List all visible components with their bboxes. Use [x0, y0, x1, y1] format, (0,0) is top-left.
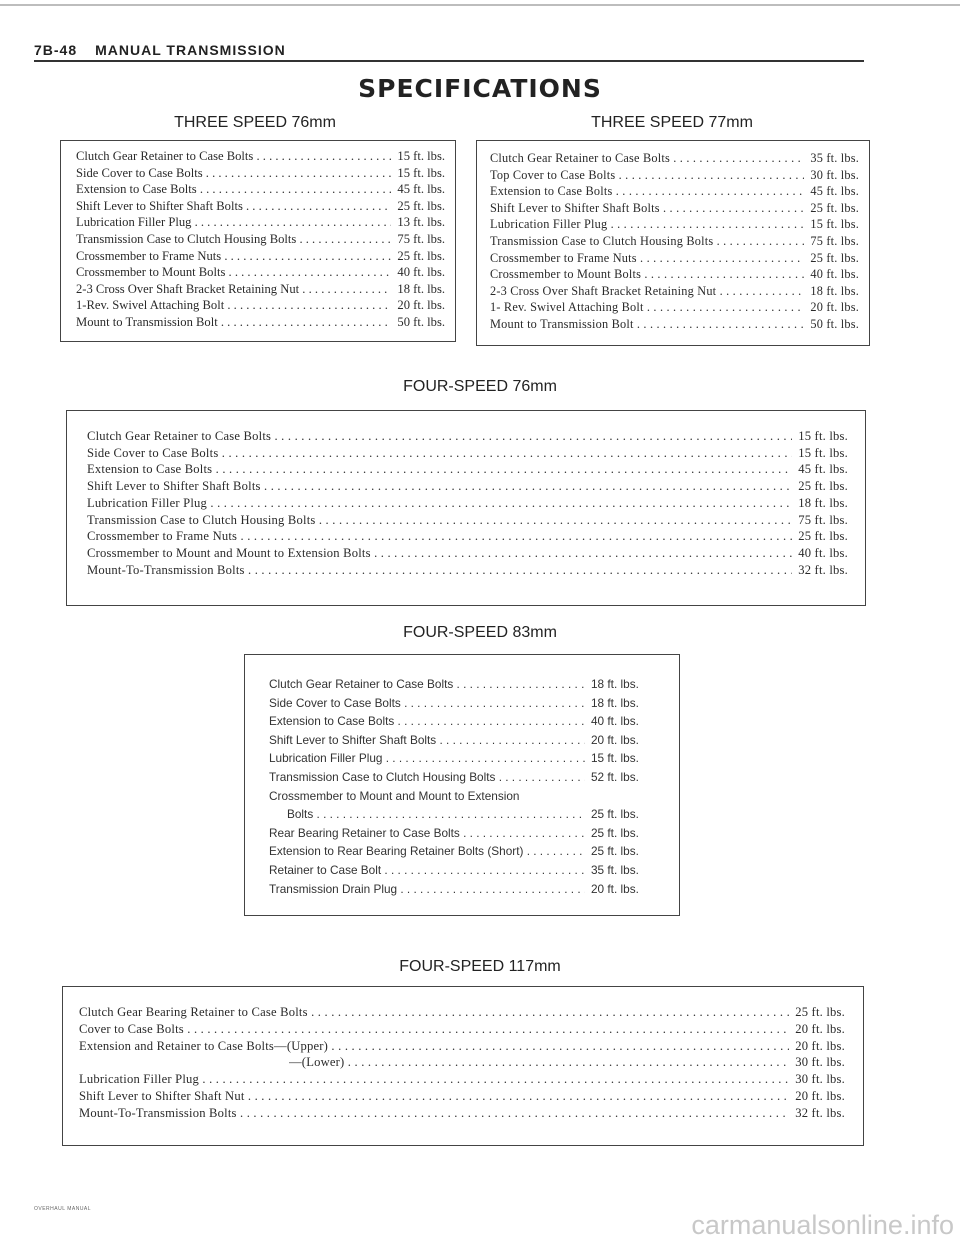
spec-row — [87, 461, 848, 478]
spec-row — [79, 1004, 845, 1021]
spec-row — [76, 297, 445, 314]
spec-row — [79, 1105, 845, 1122]
spec-label: Clutch Gear Retainer to Case Bolts . . . — [490, 150, 804, 167]
spec-label: Side Cover to Case Bolts . . . — [87, 445, 792, 462]
spec-row — [490, 167, 859, 184]
spec-value: 25 ft. lbs. — [798, 529, 848, 544]
spec-row — [79, 1054, 845, 1071]
spec-value: 20 ft. lbs. — [397, 298, 445, 313]
spec-label: Lubrication Filler Plug . . . — [269, 749, 585, 768]
spec-label: Cover to Case Bolts . . . — [79, 1021, 789, 1038]
spec-row — [76, 248, 445, 265]
spec-label: Clutch Gear Bearing Retainer to Case Bolts . . . — [79, 1004, 789, 1021]
spec-label: Crossmember to Frame Nuts . . . — [490, 250, 804, 267]
spec-value: 25 ft. lbs. — [397, 248, 445, 263]
spec-value: 52 ft. lbs. — [591, 769, 639, 784]
spec-value: 18 ft. lbs. — [591, 695, 639, 710]
table-heading-three-speed-76mm: THREE SPEED 76mm — [174, 114, 336, 131]
spec-row — [269, 787, 669, 806]
spec-row — [76, 314, 445, 331]
spec-row — [490, 216, 859, 233]
spec-label: Side Cover to Case Bolts . . . — [269, 694, 585, 713]
table-heading-four-speed-117mm: FOUR-SPEED 117mm — [399, 958, 561, 975]
spec-value: 30 ft. lbs. — [795, 1055, 845, 1070]
spec-row — [269, 842, 669, 861]
spec-value: 50 ft. lbs. — [810, 316, 859, 331]
spec-table-four-speed-76mm — [66, 410, 866, 606]
spec-row — [76, 281, 445, 298]
spec-label: Lubrication Filler Plug . . . — [87, 495, 792, 512]
spec-label: Extension to Case Bolts . . . — [76, 181, 391, 198]
spec-value: 30 ft. lbs. — [810, 167, 859, 182]
spec-value: 25 ft. lbs. — [397, 198, 445, 213]
spec-value: 15 ft. lbs. — [798, 445, 848, 460]
spec-value: 20 ft. lbs. — [795, 1021, 845, 1036]
watermark: carmanualsonline.info — [691, 1210, 954, 1240]
spec-row — [79, 1071, 845, 1088]
spec-value: 75 ft. lbs. — [798, 512, 848, 527]
spec-row — [76, 264, 445, 281]
spec-value: 20 ft. lbs. — [810, 300, 859, 315]
spec-row — [490, 200, 859, 217]
spec-label: Transmission Case to Clutch Housing Bolts . . . — [490, 233, 804, 250]
spec-value: 15 ft. lbs. — [798, 429, 848, 443]
spec-label: Crossmember to Mount and Mount to Extension — [269, 788, 520, 803]
spec-label: Mount-To-Transmission Bolts . . . — [87, 562, 792, 579]
spec-value: 35 ft. lbs. — [810, 151, 859, 165]
page-header — [34, 42, 286, 58]
spec-value: 20 ft. lbs. — [795, 1088, 845, 1103]
spec-value: 75 ft. lbs. — [397, 231, 445, 246]
spec-value: 20 ft. lbs. — [591, 732, 639, 747]
spec-row — [490, 316, 859, 333]
section-number: 7B-48 — [34, 42, 78, 58]
spec-value: 25 ft. lbs. — [591, 825, 639, 840]
spec-label: Shift Lever to Shifter Shaft Bolts . . . — [87, 478, 792, 495]
spec-value: 13 ft. lbs. — [397, 215, 445, 230]
spec-label: 1-Rev. Swivel Attaching Bolt . . . — [76, 297, 391, 314]
spec-label: Retainer to Case Bolt . . . — [269, 861, 585, 880]
spec-value: 15 ft. lbs. — [397, 165, 445, 180]
spec-label: Clutch Gear Retainer to Case Bolts . . . — [87, 428, 792, 445]
spec-row — [269, 824, 669, 843]
spec-table-four-speed-83mm — [244, 654, 680, 916]
spec-row — [269, 712, 669, 731]
spec-row — [490, 233, 859, 250]
spec-row — [269, 675, 669, 694]
spec-label: Top Cover to Case Bolts . . . — [490, 167, 804, 184]
spec-value: 20 ft. lbs. — [591, 881, 639, 896]
spec-table-three-speed-76mm — [60, 140, 456, 342]
spec-value: 25 ft. lbs. — [798, 479, 848, 494]
spec-value: 45 ft. lbs. — [798, 462, 848, 477]
spec-value: 25 ft. lbs. — [810, 250, 859, 265]
spec-row — [76, 148, 445, 165]
spec-label: Shift Lever to Shifter Shaft Nut . . . — [79, 1088, 789, 1105]
spec-row — [269, 694, 669, 713]
spec-label: Shift Lever to Shifter Shaft Bolts . . . — [76, 198, 391, 215]
spec-row — [490, 250, 859, 267]
spec-label: 2-3 Cross Over Shaft Bracket Retaining Nut . . . — [490, 283, 804, 300]
spec-row — [269, 861, 669, 880]
spec-value: 75 ft. lbs. — [810, 233, 859, 248]
spec-value: 15 ft. lbs. — [397, 149, 445, 163]
page-title: SPECIFICATIONS — [358, 74, 602, 103]
spec-value: 40 ft. lbs. — [591, 714, 639, 729]
spec-label: Crossmember to Mount Bolts . . . — [76, 264, 391, 281]
spec-row — [87, 562, 848, 579]
spec-row — [79, 1088, 845, 1105]
spec-value: 25 ft. lbs. — [795, 1005, 845, 1019]
spec-row — [76, 181, 445, 198]
spec-row — [79, 1021, 845, 1038]
spec-row — [87, 545, 848, 562]
spec-label: Extension and Retainer to Case Bolts—(Upper) . . . — [79, 1038, 789, 1055]
spec-row — [87, 495, 848, 512]
spec-value: 30 ft. lbs. — [795, 1072, 845, 1087]
spec-value: 15 ft. lbs. — [810, 217, 859, 232]
spec-row — [76, 214, 445, 231]
spec-label: Mount-To-Transmission Bolts . . . — [79, 1105, 789, 1122]
spec-value: 15 ft. lbs. — [591, 751, 639, 766]
spec-value: 40 ft. lbs. — [798, 545, 848, 560]
table-heading-three-speed-77mm: THREE SPEED 77mm — [591, 114, 753, 131]
spec-value: 35 ft. lbs. — [591, 862, 639, 877]
spec-value: 18 ft. lbs. — [798, 495, 848, 510]
spec-label: Crossmember to Mount Bolts . . . — [490, 266, 804, 283]
spec-row — [490, 266, 859, 283]
spec-label: Side Cover to Case Bolts . . . — [76, 165, 391, 182]
spec-value: 20 ft. lbs. — [795, 1038, 845, 1053]
spec-row — [269, 880, 669, 899]
spec-value: 32 ft. lbs. — [798, 562, 848, 577]
spec-value: 18 ft. lbs. — [397, 281, 445, 296]
spec-row — [87, 445, 848, 462]
spec-row — [269, 768, 669, 787]
spec-row — [87, 478, 848, 495]
spec-row — [87, 528, 848, 545]
spec-table-three-speed-77mm — [476, 140, 870, 346]
spec-label: Mount to Transmission Bolt . . . — [490, 316, 804, 333]
spec-label: Crossmember to Frame Nuts . . . — [76, 248, 391, 265]
spec-label: Crossmember to Mount and Mount to Extension Bolts . . . — [87, 545, 792, 562]
spec-label: 2-3 Cross Over Shaft Bracket Retaining Nut . . . — [76, 281, 391, 298]
spec-label: Extension to Rear Bearing Retainer Bolts (Short) . . . — [269, 842, 585, 861]
spec-row — [87, 512, 848, 529]
spec-value: 50 ft. lbs. — [397, 314, 445, 329]
spec-value: 32 ft. lbs. — [795, 1105, 845, 1120]
spec-label: Mount to Transmission Bolt . . . — [76, 314, 391, 331]
spec-value: 40 ft. lbs. — [397, 265, 445, 280]
spec-row — [269, 749, 669, 768]
spec-label: Transmission Case to Clutch Housing Bolts . . . — [76, 231, 391, 248]
spec-row — [490, 183, 859, 200]
spec-row — [490, 299, 859, 316]
spec-row — [76, 231, 445, 248]
spec-label: Shift Lever to Shifter Shaft Bolts . . . — [269, 731, 585, 750]
section-title: MANUAL TRANSMISSION — [95, 42, 286, 58]
spec-row — [87, 428, 848, 445]
table-heading-four-speed-76mm: FOUR-SPEED 76mm — [403, 378, 557, 395]
spec-value: 45 ft. lbs. — [810, 184, 859, 199]
spec-label: Clutch Gear Retainer to Case Bolts . . . — [76, 148, 391, 165]
spec-label: 1- Rev. Swivel Attaching Bolt . . . — [490, 299, 804, 316]
spec-label: Extension to Case Bolts . . . — [269, 712, 585, 731]
spec-value: 40 ft. lbs. — [810, 267, 859, 282]
spec-value: 25 ft. lbs. — [591, 807, 639, 822]
spec-label: Bolts . . . — [287, 805, 585, 824]
spec-row — [490, 283, 859, 300]
spec-value: 18 ft. lbs. — [810, 283, 859, 298]
spec-label: Transmission Case to Clutch Housing Bolts . . . — [269, 768, 585, 787]
spec-label: Extension to Case Bolts . . . — [87, 461, 792, 478]
spec-label: Crossmember to Frame Nuts . . . — [87, 528, 792, 545]
spec-label: Transmission Drain Plug . . . — [269, 880, 585, 899]
spec-label: Clutch Gear Retainer to Case Bolts . . . — [269, 675, 585, 694]
spec-row — [79, 1038, 845, 1055]
spec-row — [490, 150, 859, 167]
spec-value: 25 ft. lbs. — [591, 844, 639, 859]
spec-row — [269, 731, 669, 750]
spec-value: 45 ft. lbs. — [397, 182, 445, 197]
spec-label: Lubrication Filler Plug . . . — [76, 214, 391, 231]
spec-label: Transmission Case to Clutch Housing Bolts . . . — [87, 512, 792, 529]
spec-value: 18 ft. lbs. — [591, 677, 639, 691]
spec-value: 25 ft. lbs. — [810, 200, 859, 215]
spec-label: Rear Bearing Retainer to Case Bolts . . . — [269, 824, 585, 843]
spec-row — [76, 165, 445, 182]
spec-label: Extension to Case Bolts . . . — [490, 183, 804, 200]
spec-label: Lubrication Filler Plug . . . — [490, 216, 804, 233]
spec-label: —(Lower) . . . — [289, 1054, 789, 1071]
footer-text: OVERHAUL MANUAL — [34, 1206, 92, 1212]
header-rule — [34, 60, 864, 62]
spec-table-four-speed-117mm — [62, 986, 864, 1146]
spec-label: Shift Lever to Shifter Shaft Bolts . . . — [490, 200, 804, 217]
spec-label: Lubrication Filler Plug . . . — [79, 1071, 789, 1088]
spec-row — [76, 198, 445, 215]
top-border-line — [0, 4, 960, 6]
spec-row — [269, 805, 669, 824]
table-heading-four-speed-83mm: FOUR-SPEED 83mm — [403, 624, 557, 641]
